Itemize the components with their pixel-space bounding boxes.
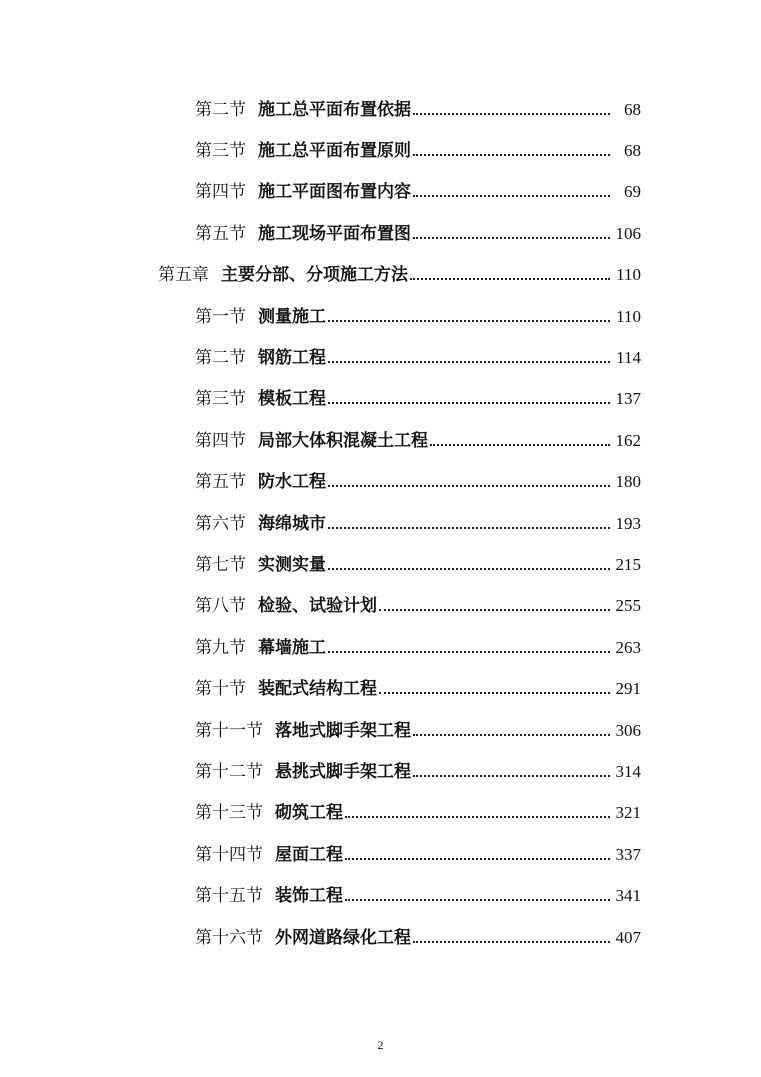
toc-entry-label: 第二节 bbox=[195, 348, 246, 369]
toc-entry-page: 407 bbox=[615, 927, 641, 947]
toc-entry-title: 防水工程 bbox=[258, 472, 326, 493]
page-number: 2 bbox=[377, 1038, 384, 1052]
toc-entry-label: 第十五节 bbox=[195, 886, 263, 907]
dot-leader bbox=[328, 320, 610, 322]
toc-entry-label: 第九节 bbox=[195, 637, 246, 658]
dot-leader bbox=[345, 816, 610, 818]
toc-entry-page: 68 bbox=[624, 99, 641, 119]
toc-entry[interactable] bbox=[0, 503, 761, 544]
dot-leader bbox=[379, 692, 610, 694]
toc-entry-page: 337 bbox=[615, 844, 641, 864]
toc-entry-page: 110 bbox=[616, 306, 641, 326]
toc-entry-label: 第十六节 bbox=[195, 927, 263, 948]
toc-entry-label: 第二节 bbox=[195, 99, 246, 120]
toc-entry-label: 第七节 bbox=[195, 554, 246, 575]
toc-entry-page: 110 bbox=[616, 265, 641, 285]
toc-entry-page: 291 bbox=[615, 679, 641, 699]
dot-leader bbox=[413, 113, 610, 115]
dot-leader bbox=[413, 237, 610, 239]
toc-entry[interactable] bbox=[0, 337, 761, 378]
toc-entry[interactable] bbox=[0, 586, 761, 627]
toc-entry-title: 装配式结构工程 bbox=[258, 679, 377, 700]
dot-leader bbox=[328, 651, 610, 653]
toc-entry-page: 263 bbox=[615, 637, 641, 657]
toc-entry-page: 255 bbox=[615, 596, 641, 616]
toc-entry-page: 180 bbox=[615, 472, 641, 492]
toc-entry-title: 钢筋工程 bbox=[258, 348, 326, 369]
toc-entry-title: 检验、试验计划 bbox=[258, 596, 377, 617]
toc-entry-label: 第一节 bbox=[195, 306, 246, 327]
dot-leader bbox=[328, 568, 610, 570]
toc-entry[interactable] bbox=[0, 544, 761, 585]
table-of-contents bbox=[0, 89, 761, 958]
toc-entry-title: 施工总平面布置原则 bbox=[258, 141, 411, 162]
dot-leader bbox=[430, 444, 610, 446]
dot-leader bbox=[345, 858, 610, 860]
toc-entry-page: 68 bbox=[624, 141, 641, 161]
toc-entry-page: 193 bbox=[615, 513, 641, 533]
toc-entry-title: 模板工程 bbox=[258, 389, 326, 410]
toc-entry-label: 第十一节 bbox=[195, 720, 263, 741]
toc-entry-label: 第十节 bbox=[195, 679, 246, 700]
toc-entry[interactable] bbox=[0, 379, 761, 420]
toc-entry[interactable] bbox=[0, 668, 761, 709]
dot-leader bbox=[413, 734, 610, 736]
toc-entry[interactable] bbox=[0, 834, 761, 875]
toc-entry-label: 第十三节 bbox=[195, 803, 263, 824]
toc-entry-title: 施工现场平面布置图 bbox=[258, 223, 411, 244]
toc-entry-title: 落地式脚手架工程 bbox=[275, 720, 411, 741]
toc-entry-title: 施工平面图布置内容 bbox=[258, 182, 411, 203]
toc-entry[interactable] bbox=[0, 130, 761, 171]
toc-entry[interactable] bbox=[0, 172, 761, 213]
toc-entry-page: 162 bbox=[615, 430, 641, 450]
toc-chapter-entry[interactable] bbox=[0, 255, 761, 296]
dot-leader bbox=[328, 402, 610, 404]
toc-entry-title: 测量施工 bbox=[258, 306, 326, 327]
dot-leader bbox=[328, 485, 610, 487]
toc-entry[interactable] bbox=[0, 296, 761, 337]
toc-entry-label: 第三节 bbox=[195, 389, 246, 410]
toc-entry[interactable] bbox=[0, 420, 761, 461]
toc-entry[interactable] bbox=[0, 875, 761, 916]
dot-leader bbox=[410, 278, 610, 280]
toc-entry[interactable] bbox=[0, 793, 761, 834]
toc-entry-title: 海绵城市 bbox=[258, 513, 326, 534]
toc-entry-label: 第五节 bbox=[195, 472, 246, 493]
toc-entry-page: 321 bbox=[615, 803, 641, 823]
toc-entry-title: 砌筑工程 bbox=[275, 803, 343, 824]
toc-entry-label: 第四节 bbox=[195, 182, 246, 203]
toc-entry[interactable] bbox=[0, 213, 761, 254]
dot-leader bbox=[328, 361, 610, 363]
toc-entry-page: 106 bbox=[615, 223, 641, 243]
dot-leader bbox=[413, 775, 610, 777]
toc-entry-title: 实测实量 bbox=[258, 554, 326, 575]
toc-entry[interactable] bbox=[0, 917, 761, 958]
toc-entry-page: 114 bbox=[616, 348, 641, 368]
toc-entry-title: 施工总平面布置依据 bbox=[258, 99, 411, 120]
toc-entry-label: 第三节 bbox=[195, 141, 246, 162]
toc-entry[interactable] bbox=[0, 462, 761, 503]
toc-entry[interactable] bbox=[0, 89, 761, 130]
toc-entry-label: 第五章 bbox=[158, 265, 209, 286]
toc-entry-page: 137 bbox=[615, 389, 641, 409]
toc-entry-title: 装饰工程 bbox=[275, 886, 343, 907]
dot-leader bbox=[328, 527, 610, 529]
toc-entry-page: 341 bbox=[615, 886, 641, 906]
toc-entry-title: 幕墙施工 bbox=[258, 637, 326, 658]
dot-leader bbox=[413, 941, 610, 943]
toc-entry-title: 屋面工程 bbox=[275, 844, 343, 865]
dot-leader bbox=[413, 154, 610, 156]
toc-entry-title: 主要分部、分项施工方法 bbox=[221, 265, 408, 286]
toc-entry-label: 第六节 bbox=[195, 513, 246, 534]
toc-entry-page: 314 bbox=[615, 761, 641, 781]
toc-entry-page: 215 bbox=[615, 554, 641, 574]
toc-entry-label: 第五节 bbox=[195, 223, 246, 244]
toc-entry-title: 悬挑式脚手架工程 bbox=[275, 761, 411, 782]
toc-entry-label: 第十二节 bbox=[195, 761, 263, 782]
toc-entry-title: 外网道路绿化工程 bbox=[275, 927, 411, 948]
toc-entry-label: 第八节 bbox=[195, 596, 246, 617]
toc-entry[interactable] bbox=[0, 751, 761, 792]
toc-entry[interactable] bbox=[0, 627, 761, 668]
toc-entry[interactable] bbox=[0, 710, 761, 751]
dot-leader bbox=[345, 899, 610, 901]
dot-leader bbox=[379, 609, 610, 611]
toc-entry-title: 局部大体积混凝土工程 bbox=[258, 430, 428, 451]
toc-entry-label: 第十四节 bbox=[195, 844, 263, 865]
toc-entry-page: 69 bbox=[624, 182, 641, 202]
toc-entry-label: 第四节 bbox=[195, 430, 246, 451]
dot-leader bbox=[413, 195, 610, 197]
toc-entry-page: 306 bbox=[615, 720, 641, 740]
